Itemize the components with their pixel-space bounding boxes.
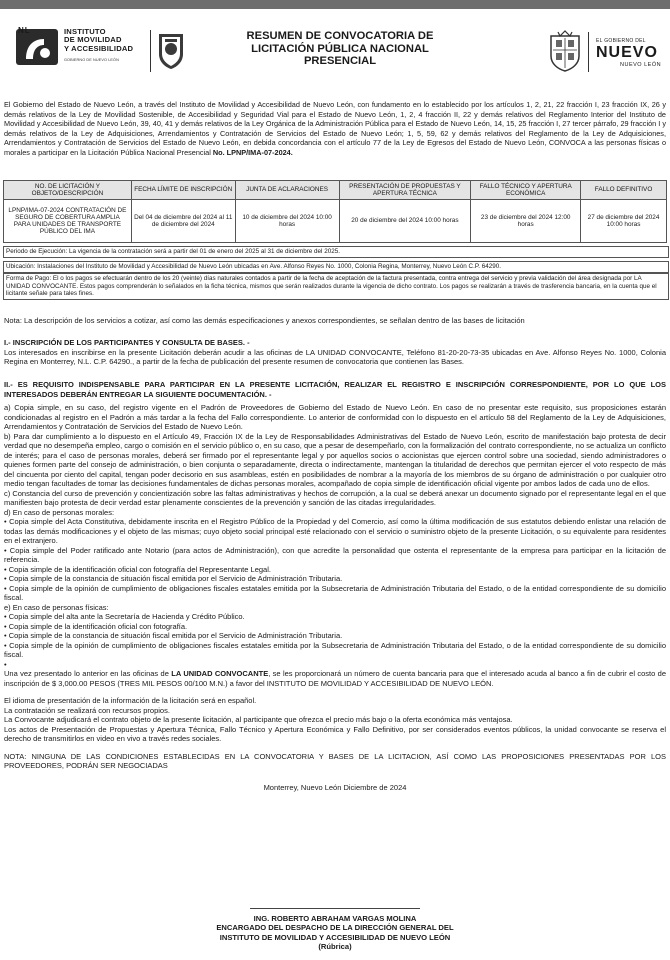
table-row <box>4 200 667 243</box>
table-cell: 10 de diciembre del 2024 10:00 horas <box>235 200 339 243</box>
imm-name-line1: INSTITUTO <box>64 27 106 36</box>
imm-name-line3: Y ACCESIBILIDAD <box>64 43 134 53</box>
signature-block <box>180 914 490 952</box>
top-bar <box>0 0 670 9</box>
intro-paragraph <box>4 100 666 158</box>
gob-divider <box>588 32 589 72</box>
payment-bold: LA UNIDAD CONVOCANTE <box>171 669 269 678</box>
table-cell: LPNP/IMA-07-2024 CONTRATACIÓN DE SEGURO DE COBERTURA AMPLIA PARA UNIDADES DE TRANSPORTE PÚBLICO DEL IMA <box>4 200 132 243</box>
header-divider <box>150 30 151 72</box>
section-1-heading: I.- INSCRIPCIÓN DE LOS PARTICIPANTES Y CONSULTA DE BASES. - <box>4 338 250 347</box>
gob-line1: EL GOBIERNO DEL <box>596 38 646 44</box>
nota-final: NOTA: NINGUNA DE LAS CONDICIONES ESTABLECIDAS EN LA CONVOCATORIA Y BASES DE LA LICITACION, ASÍ COMO LAS PROPOSICIONES PRESENTADAS POR LOS PROVEEDORES, PODRÁN SER NEGOCIADAS <box>4 751 666 770</box>
police-seal-icon <box>157 30 185 70</box>
col-header: NO. DE LICITACIÓN Y OBJETO/DESCRIPCIÓN <box>4 181 132 200</box>
list-item: • Copia simple del alta ante la Secretaría de Hacienda y Crédito Público. <box>4 612 245 621</box>
gob-line2: NUEVO <box>596 44 658 61</box>
payment-pre: Una vez presentado lo anterior en las oficinas de <box>4 669 172 678</box>
document-title <box>220 30 460 68</box>
col-header: FALLO DEFINITIVO <box>581 181 667 200</box>
title-line2: LICITACIÓN PÚBLICA NACIONAL <box>251 42 429 55</box>
intro-text: El Gobierno del Estado de Nuevo León, a través del Instituto de Movilidad y Accesibilidad de Nuevo León, con fundamento en lo establecido por los artículos 1, 2, 21, 22 fracción I, 23 fracción IX, 26 y demás relativos de la Ley de Movilidad Sostenible, de Accesibilidad y Seguridad Vial para el Estado de Nuevo León, 1, 2, 4 fracción II, 22 y demás relativos del Reglamento Interior del Instituto de Movilidad y Accesibilidad de Nuevo León, 39, 40, 41 y demás relativos de la Ley Orgánica de la Administración Pública para el Estado de Nuevo León, 14, 15, 25 fracción I, 27 tercer párrafo, 29 fracción I y demás relativos de la Ley de Adquisiciones, Arrendamientos y Contratación de Servicios del Estado de Nuevo León; 1, 5, 59, 62 y demás relativos del Reglamento de la Ley de Adquisiciones, Arrendamientos y Contratación de Servicios del Estado de Nuevo León, en debida concordancia con el artículo 77 de la Ley de Egresos del Estado de Nuevo León, CONVOCA a las personas físicas o morales a participar en la Licitación Pública Nacional Presencial <box>4 100 666 157</box>
list-item: • Copia simple de la identificación oficial con fotografía del Representante Legal. <box>4 564 271 574</box>
list-item: • <box>4 659 7 669</box>
imm-logo-letters: NL <box>18 26 31 35</box>
signature-line <box>250 908 420 909</box>
gob-line3: NUEVO LEÓN <box>620 62 662 68</box>
ubicacion: Ubicación: Instalaciones del Instituto de Movilidad y Accesibilidad de Nuevo León ubicadas en Ave. Alfonso Reyes No. 1000, Colonia Regina, Monterrey, Nuevo León C.P. 64290. <box>3 261 669 273</box>
list-item: • Copia simple de la identificación oficial con fotografía. <box>4 621 188 631</box>
req-c: c) Constancia del curso de prevención y concientización sobre las faltas administrativas y hechos de corrupción, a la cual se deberá anexar un documento signado por el representante legal en el que manifiesten bajo protesta de decir verdad estar plenamente conscientes de la prevención y sanción de las citadas irregularidades. <box>4 488 666 507</box>
closing-line: El idioma de presentación de la información de la licitación será en español. <box>4 696 257 705</box>
col-header: JUNTA DE ACLARACIONES <box>235 181 339 200</box>
table-header-row <box>4 181 667 200</box>
signer-title-2: INSTITUTO DE MOVILIDAD Y ACCESIBILIDAD DE NUEVO LEÓN <box>219 932 451 942</box>
req-e: e) En caso de personas físicas: <box>4 602 109 612</box>
list-item: • Copia simple de la opinión de cumplimiento de obligaciones fiscales estatales emitida por la Subsecretaria de Administración Tributaria del Estado, o de la entidad correspondiente de su domicilio fiscal. <box>4 583 666 602</box>
section-1-text: Los interesados en inscribirse en la presente Licitación deberán acudir a las oficinas de LA UNIDAD CONVOCANTE, Teléfono 81-20-20-73-35 ubicadas en Ave. Alfonso Reyes No. 1000, Colonia Regina en Monterrey, N.L. C.P. 64290., a partir de la fecha de publicación del presente resumen de convocatoria que contienen las Bases. <box>4 347 666 366</box>
col-header: FALLO TÉCNICO Y APERTURA ECONÓMICA <box>471 181 581 200</box>
list-item: • Copia simple del Acta Constitutiva, debidamente inscrita en el Registro Público de la Propiedad y del Comercio, así como la última modificación de sus estatutos debiendo enlistar una relación de todas las demás modificaciones y el objeto de las mismas; cuyo objeto social principal esté relacionado con el servicio o suministro objeto de la presente Licitación, o su equivalente para residentes en el extranjero. <box>4 517 666 545</box>
list-item: • Copia simple de la opinión de cumplimiento de obligaciones fiscales estatales emitida por la Subsecretaria de Administración Tributaria del Estado, o de la entidad correspondiente de su domicilio fiscal. <box>4 640 666 659</box>
place-date: Monterrey, Nuevo León Diciembre de 2024 <box>263 782 407 792</box>
signer-rubrica: (Rúbrica) <box>318 942 352 952</box>
imm-name-line2: DE MOVILIDAD <box>64 35 122 45</box>
col-header: FECHA LÍMITE DE INSCRIPCIÓN <box>131 181 235 200</box>
signer-name: ING. ROBERTO ABRAHAM VARGAS MOLINA <box>253 914 417 923</box>
table-cell: 23 de diciembre del 2024 12:00 horas <box>471 200 581 243</box>
req-a: a) Copia simple, en su caso, del registro vigente en el Padrón de Proveedores de Gobierno del Estado de Nuevo León. En caso de no presentar este requisito, sus proposiciones estarán condicionadas al registro en el Padrón a más tardar a la fecha del Fallo correspondiente. Lo anterior de conformidad con lo dispuesto en el artículo 58 del Reglamento de la Ley de Adquisiciones, Arrendamientos y Contratación de Servicios del Estado de Nuevo León. <box>4 403 666 431</box>
licitacion-number: No. LPNP/IMA-07-2024. <box>212 147 293 157</box>
nuevo-leon-shield-icon <box>548 30 582 72</box>
list-item: • Copia simple del Poder ratificado ante Notario (para actos de Administración), con que acredite la personalidad que ostenta el representante de la empresa para participar en la licitación de referencia. <box>4 545 666 564</box>
table-cell: 20 de diciembre del 2024 10:00 horas <box>339 200 471 243</box>
table-cell: Del 04 de diciembre del 2024 al 11 de diciembre del 2024 <box>131 200 235 243</box>
section-2 <box>4 380 666 792</box>
imm-tagline: GOBIERNO DE NUEVO LEÓN <box>64 58 119 62</box>
imm-name <box>64 28 133 53</box>
closing-line: La contratación se realizará con recursos propios. <box>4 705 170 715</box>
payment-paragraph <box>4 669 666 688</box>
payment-post: , se les proporcionará un número de cuenta bancaria para que el interesado acuda al banco a fin de cubrir el costo de inscripción de $ 3,000.00 PESOS (TRES MIL PESOS 00/100 M.N.) a favor del INSTITUTO DE MOVILIDAD Y ACCESIBILIDAD DE NUEVO LEÓN. <box>4 669 666 688</box>
closing-line: Los actos de Presentación de Propuestas y Apertura Técnica, Fallo Técnico y Apertura Económica y Fallo Definitivo, por ser considerados eventos públicos, la unidad convocante se reserva el derecho de transmitirlos en video en vivo a través redes sociales. <box>4 724 666 743</box>
nota-descripcion: Nota: La descripción de los servicios a cotizar, así como las demás especificaciones y anexos correspondientes, se señalan dentro de las bases de licitación <box>4 316 525 325</box>
col-header: PRESENTACIÓN DE PROPUESTAS Y APERTURA TÉCNICA <box>339 181 471 200</box>
table-cell: 27 de diciembre del 2024 10:00 horas <box>581 200 667 243</box>
title-line1: RESUMEN DE CONVOCATORIA DE <box>246 30 434 42</box>
list-item: • Copia simple de la constancia de situación fiscal emitida por el Servicio de Administración Tributaria. <box>4 574 343 583</box>
signer-title-1: ENCARGADO DEL DESPACHO DE LA DIRECCIÓN GENERAL DEL <box>216 923 454 933</box>
section-1 <box>4 338 666 367</box>
list-item: • Copia simple de la constancia de situación fiscal emitida por el Servicio de Administración Tributaria. <box>4 631 343 640</box>
req-b: b) Para dar cumplimiento a lo dispuesto en el Artículo 49, Fracción IX de la Ley de Responsabilidades Administrativas del Estado de Nuevo León, escrito de manifestación bajo protesta de decir verdad que no desempeña empleo, cargo o comisión en el servicio público o, en su caso, que a pesar de desempeñarlo, con la formalización del contrato correspondiente, no se actualiza un conflicto de interés; para el caso de personas morales, deberá ser firmado por el representante legal y por aquellos socios o accionistas que ejercen control sobre una sociedad, siendo administradores o quienes formen parte del consejo de administración, o bien conjunta o separadamente, directa o indirectamente, mantengan la titularidad de derechos que permitan ejercer el voto respecto de más del cincuenta por ciento del capital, tengan poder decisorio en sus asambleas, estén en posibilidades de nombrar a la mayoría de los miembros de su órgano de administración o por cualquier otro medio tengan facultades de tomar las decisiones fundamentales de dichas personas morales, acompañado de copia simple de identificación oficial vigente por ambos lados de cada uno de ellos. <box>4 431 666 488</box>
title-line3: PRESENCIAL <box>303 55 377 67</box>
req-d: d) En caso de personas morales: <box>4 507 115 517</box>
periodo-ejecucion: Periodo de Ejecución: La vigencia de la contratación será a partir del 01 de enero del 2025 al 31 de diciembre del 2025. <box>3 246 669 258</box>
forma-pago: Forma de Pago: El o los pagos se efectuarán dentro de los 20 (veinte) días naturales contados a partir de la fecha de aceptación de la factura presentada, contra entrega del servicio y previa validación del área designada por LA UNIDAD CONVOCANTE. Estos pagos comprenderán lo señalados en la ficha técnica, mismos que serán realizados durante la vigencia de dicho contrato. Los pagos se realizarán a través de trasferencia bancaria, en la cuenta que el licitante señale para tales fines. <box>3 273 669 300</box>
closing-line: La Convocante adjudicará el contrato objeto de la presente licitación, al participante que ofrezca el precio más bajo o la oferta económica más ventajosa. <box>4 715 513 724</box>
section-2-heading: II.- ES REQUISITO INDISPENSABLE PARA PARTICIPAR EN LA PRESENTE LICITACIÓN, REALIZAR EL REGISTRO E INSCRIPCIÓN CORRESPONDIENTE, POR LO QUE LOS INTERESADOS DEBERÁN ENTREGAR LA SIGUIENTE DOCUMENTACIÓN. - <box>4 380 666 399</box>
licitacion-table <box>3 180 667 243</box>
